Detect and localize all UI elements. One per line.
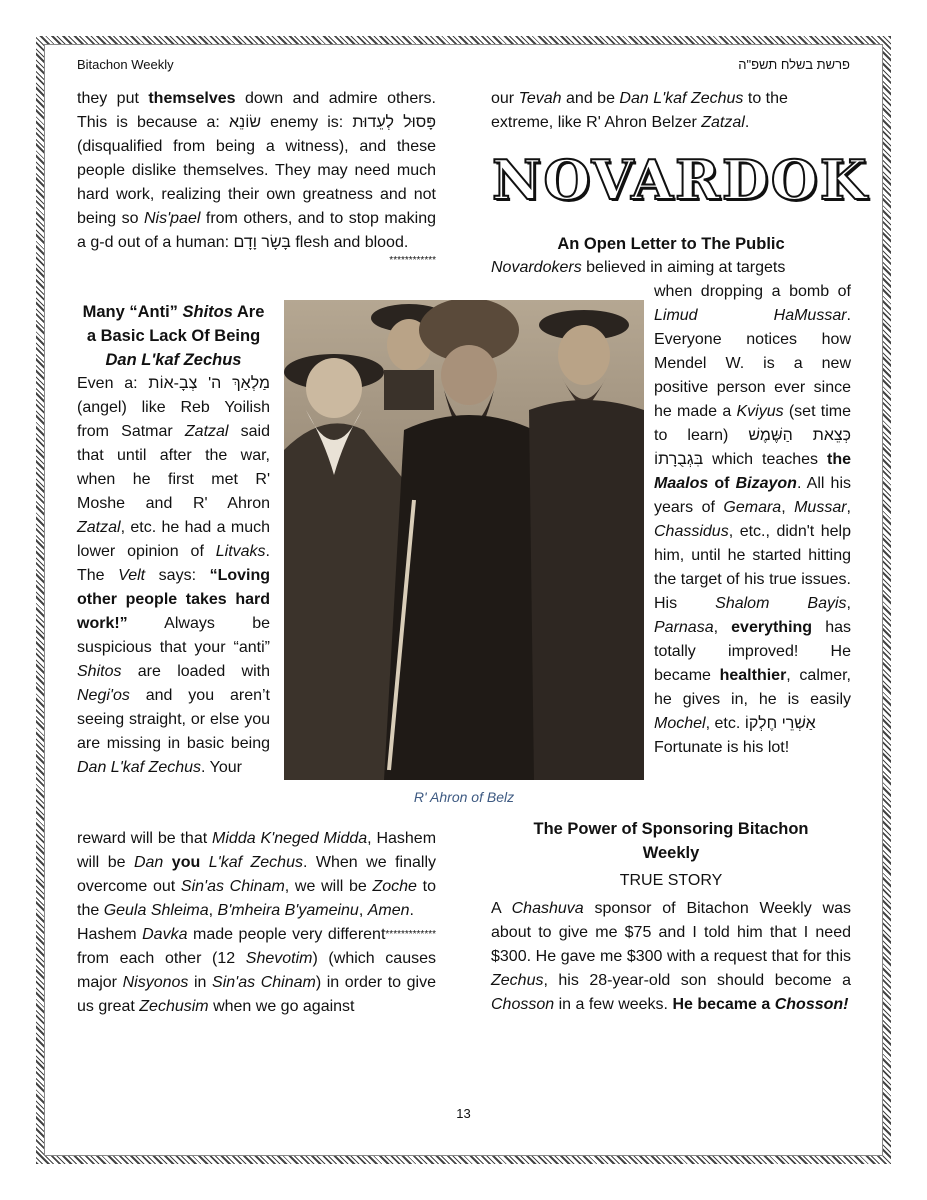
paragraph: Hashem Davka made people very different from each other (12 Shevotim) (which causes major Nisyonos in Sin'as Chinam) in order to give us great Zechusim when we go against — [77, 926, 436, 1015]
sponsor-section — [491, 817, 851, 1017]
photo-rebbe-group — [284, 300, 644, 780]
left-column-bottom — [77, 827, 436, 1019]
section-heading-open-letter: An Open Letter to The Public — [557, 235, 785, 253]
right-column-top — [491, 87, 851, 135]
paragraph: when dropping a bomb of Limud HaMussar. Everyone notices how Mendel W. is a new positive person ever since he made a Kviyus (set time to learn) כְּצֵאת הַשֶּׁמֶשׁ בִּגְבֻרָתוֹ which teaches the Maalos of Bizayon. All his years of Gemara, Mussar, Chassidus, etc., didn't help him, until he started hitting the target of his true issues. His Shalom Bayis, Parnasa, everything has totally improved! He became healthier, calmer, he gives in, he is easily Mochel, etc. אַשְׁרֵי חֶלְקוֹ — [654, 283, 852, 732]
paragraph: they put themselves down and admire others. This is because a: שׂוֹנֵא enemy is: פָּסוּל לְעֵדוּת (disqualified from being a witness), and these people dislike themselves. They may need much hard work, realizing their own greatness and not being so Nis'pael from others, and to stop making a g-d out of a human: בָּשָׂר וָדָם flesh and blood. — [77, 90, 436, 251]
open-letter-header — [491, 232, 851, 280]
section-heading-anti-shitos: Many “Anti” Shitos Are a Basic Lack Of Being Dan L'kaf Zechus — [82, 303, 265, 369]
paragraph: Fortunate is his lot! — [654, 739, 790, 756]
paragraph: Even a: מַלְאַךְ ה' צְבָ-אוֹת (angel) like Reb Yoilish from Satmar Zatzal said that until after the war, when he first met R' Moshe and R' Ahron Zatzal, etc. he had a much lower opinion of Litvaks. The Velt says: “Loving other people takes hard work!” Always be suspicious that your “anti” Shitos are loaded with Negi'os and you aren’t seeing straight, or else you are missing in basic being Dan L'kaf Zechus. Your — [77, 375, 270, 776]
paragraph: reward will be that Midda K'neged Midda, Hashem will be Dan you L'kaf Zechus. When we finally overcome out Sin'as Chinam, we will be Zoche to the Geula Shleima, B'mheira B'yameinu, Amen. ************* — [77, 827, 436, 923]
header-parsha-date: פרשת בשלח תשפ"ה — [738, 57, 850, 72]
novardok-title: NOVARDOK — [492, 148, 869, 212]
separator-stars: ************* — [385, 929, 436, 940]
separator-stars: ************ — [389, 255, 436, 266]
section-heading-sponsor: The Power of Sponsoring Bitachon Weekly — [533, 820, 809, 862]
paragraph: Novardokers believed in aiming at targets — [491, 259, 786, 276]
open-letter-body — [654, 280, 851, 760]
paragraph: our Tevah and be Dan L'kaf Zechus to the extreme, like R' Ahron Belzer Zatzal. — [491, 90, 788, 131]
photo-illustration — [284, 300, 644, 780]
page-number: 13 — [456, 1106, 471, 1121]
header-publication-title: Bitachon Weekly — [77, 57, 174, 72]
true-story-label: TRUE STORY — [619, 872, 723, 889]
paragraph: A Chashuva sponsor of Bitachon Weekly was about to give me $75 and I told him that I need $300. He gave me $300 with a request that for this Zechus, his 28-year-old son should become a Chosson in a few weeks. He became a Chosson! — [491, 900, 851, 1013]
photo-caption: R' Ahron of Belz — [413, 789, 515, 805]
left-column-top — [77, 87, 436, 267]
left-column-narrow — [77, 300, 270, 780]
